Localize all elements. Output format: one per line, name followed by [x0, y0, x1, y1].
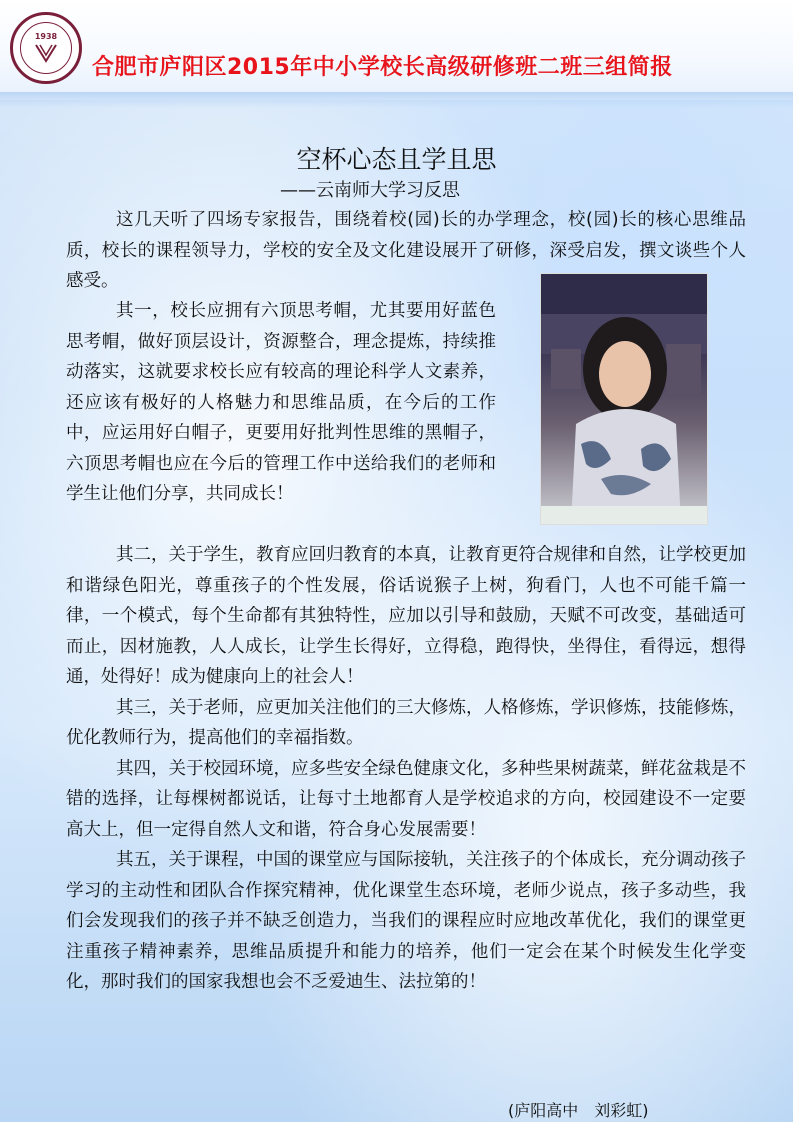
- newsletter-title: 合肥市庐阳区2015年中小学校长高级研修班二班三组简报: [92, 55, 673, 80]
- paragraph-point-2: 其二，关于学生，教育应回归教育的本真，让教育更符合规律和自然，让学校更加和谐绿色阳光，尊重孩子的个性发展，俗话说猴子上树，狗看门，人也不可能千篇一律，一个模式，每个生命都有其独特性，应加以引导和鼓励，天赋不可改变，基础适可而止，因材施教，人人成长，让学生长得好，立得稳，跑得快，坐得住，看得远，想得通，处得好！成为健康向上的社会人！: [66, 545, 746, 687]
- paragraph-point-1: 其一，校长应拥有六顶思考帽，尤其要用好蓝色思考帽，做好顶层设计，资源整合，理念提炼，持续推动落实，这就要求校长应有较高的理论科学人文素养，还应该有极好的人格魅力和思维品质，在今后的工作中，应运用好白帽子，更要用好批判性思维的黑帽子，六顶思考帽也应在今后的管理工作中送给我们的老师和学生让他们分享，共同成长！: [66, 301, 496, 504]
- author-photo: [540, 273, 708, 525]
- logo-emblem-icon: [35, 43, 57, 63]
- article-subtitle: ——云南师大学习反思: [280, 180, 460, 201]
- article-body-main: [66, 540, 746, 998]
- paragraph-point-4: 其四，关于校园环境，应多些安全绿色健康文化，多种些果树蔬菜，鲜花盆栽是不错的选择，让每棵树都说话，让每寸土地都育人是学校追求的方向，校园建设不一定要高大上，但一定得自然人文和谐，符合身心发展需要！: [66, 758, 746, 840]
- article-title: 空杯心态且学且思: [296, 145, 497, 174]
- author-signature: (庐阳高中 刘彩虹): [508, 1101, 649, 1120]
- university-logo: [10, 12, 82, 84]
- logo-year: 1938: [34, 32, 58, 41]
- paragraph-intro: 这几天听了四场专家报告，围绕着校(园)长的办学理念，校(园)长的核心思维品质，校长的课程领导力，学校的安全及文化建设展开了研修，深受启发，撰文谈些个人感受。: [66, 210, 746, 291]
- paragraph-point-5: 其五，关于课程，中国的课堂应与国际接轨，关注孩子的个体成长，充分调动孩子学习的主动性和团队合作探究精神，优化课堂生态环境，老师少说点，孩子多动些，我们会发现我们的孩子并不缺乏创造力，当我们的课程应时应地改革优化，我们的课堂更注重孩子精神素养，思维品质提升和能力的培养，他们一定会在某个时候发生化学变化，那时我们的国家我想也会不乏爱迪生、法拉第的！: [66, 850, 746, 992]
- portrait-image: [541, 274, 707, 524]
- header-band: [0, 92, 793, 108]
- paragraph-point-3: 其三，关于老师，应更加关注他们的三大修炼，人格修炼，学识修炼，技能修炼，优化教师行为，提高他们的幸福指数。: [66, 697, 746, 748]
- article-body-wrap: [66, 296, 496, 510]
